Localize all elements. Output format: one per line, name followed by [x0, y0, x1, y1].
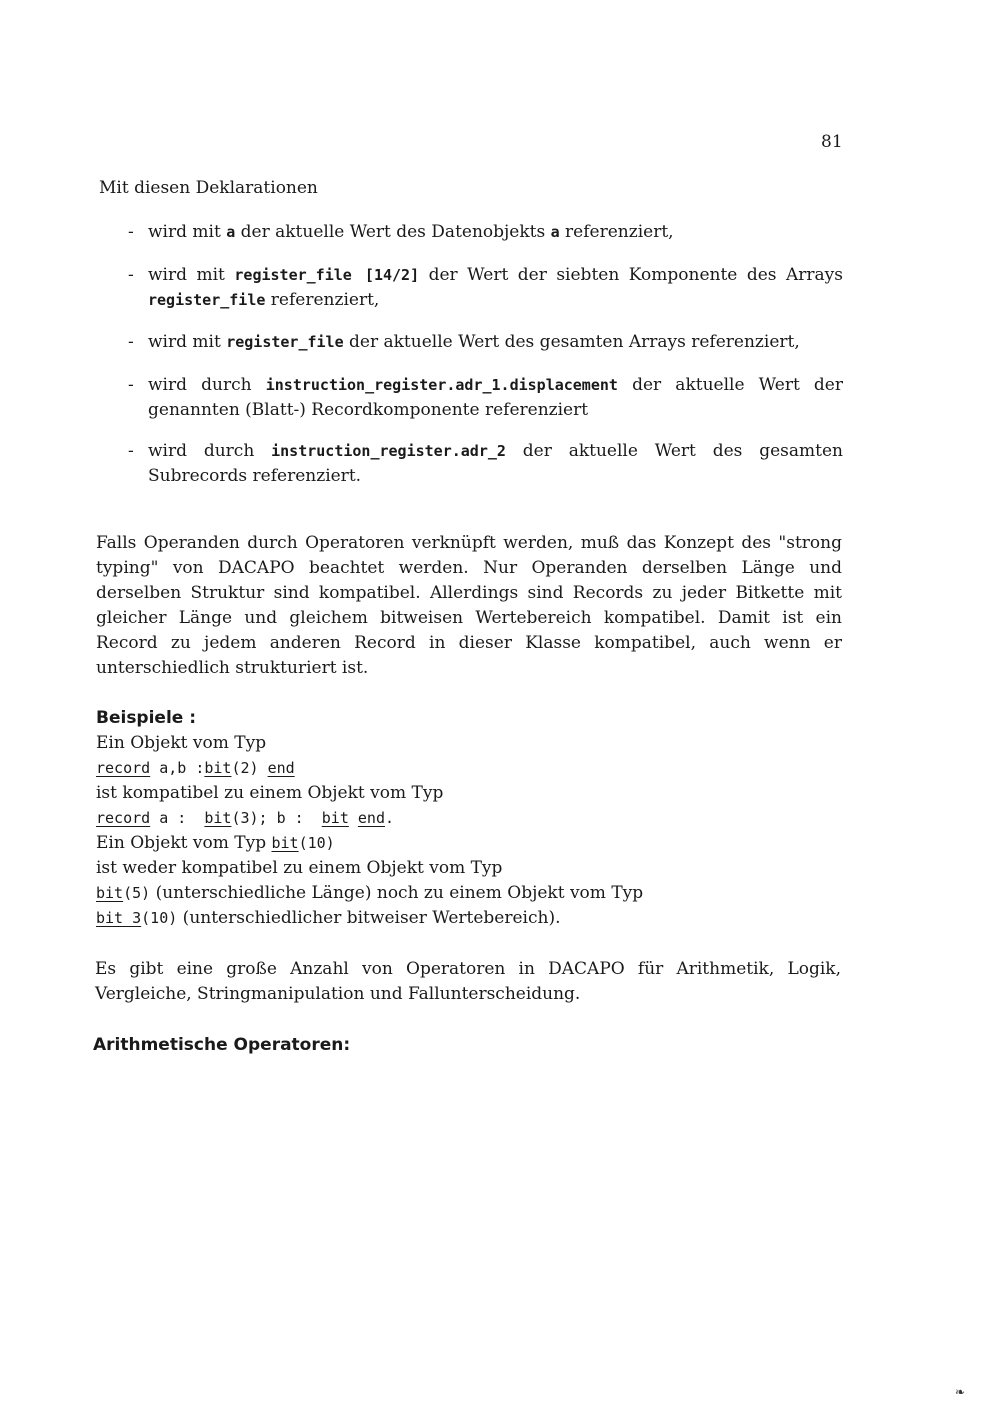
- code-register-file-index: register_file [14/2]: [234, 266, 420, 284]
- declaration-item-2: - wird mit register_file [14/2] der Wert der siebten Komponente des Arrays register_file referenziert,: [128, 265, 843, 310]
- example-line-1: Ein Objekt vom Typ: [96, 733, 267, 753]
- arithmetic-operators-heading: Arithmetische Operatoren:: [93, 1035, 351, 1055]
- declaration-item-4: - wird durch instruction_register.adr_1.displacement der aktuelle Wert der genannten (Blatt-) Recordkomponente referenziert: [128, 375, 843, 420]
- code-instruction-register-adr2: instruction_register.adr_2: [271, 442, 506, 460]
- code-a: a: [550, 223, 560, 241]
- declaration-item-1: - wird mit a der aktuelle Wert des Datenobjekts a referenziert,: [128, 222, 674, 242]
- code-register-file: register_file: [226, 333, 344, 351]
- declaration-item-3: - wird mit register_file der aktuelle Wert des gesamten Arrays referenziert,: [128, 332, 800, 352]
- example-line-8: bit_3(10) (unterschiedlicher bitweiser Wertebereich).: [96, 908, 561, 928]
- corner-mark: ❧: [955, 1385, 966, 1399]
- code-register-file: register_file: [148, 291, 266, 309]
- intro-line: Mit diesen Deklarationen: [99, 178, 318, 198]
- paragraph-operators: Es gibt eine große Anzahl von Operatoren in DACAPO für Arithmetik, Logik, Vergleiche, Stringmanipulation und Fallunterscheidung.: [95, 959, 841, 1004]
- paragraph-strong-typing: Falls Operanden durch Operatoren verknüpft werden, muß das Konzept des "strong typing" von DACAPO beachtet werden. Nur Operanden derselben Länge und derselben Struktur sind kompatibel. Allerdings sind Records zu jeder Bitkette mit gleicher Länge und gleichem bitweisen Wertebereich kompatibel. Damit ist ein Record zu jedem anderen Record in dieser Klasse kompatibel, auch wenn er unterschiedlich strukturiert ist.: [96, 533, 842, 678]
- examples-block: [96, 706, 846, 931]
- example-line-3: ist kompatibel zu einem Objekt vom Typ: [96, 783, 444, 803]
- example-line-5: Ein Objekt vom Typ bit(10): [96, 833, 335, 853]
- page-number: 81: [821, 132, 843, 152]
- example-code-record-ab: record a,b :bit(2) end: [96, 759, 295, 777]
- declaration-item-5: - wird durch instruction_register.adr_2 der aktuelle Wert des gesamten Subrecords referenziert.: [128, 441, 843, 486]
- examples-heading: Beispiele :: [96, 708, 197, 728]
- example-line-6: ist weder kompatibel zu einem Objekt vom Typ: [96, 858, 503, 878]
- code-a: a: [226, 223, 236, 241]
- example-line-7: bit(5) (unterschiedliche Länge) noch zu einem Objekt vom Typ: [96, 883, 644, 903]
- example-code-record-a-b: record a : bit(3); b : bit end.: [96, 809, 395, 827]
- code-instruction-register-adr1: instruction_register.adr_1.displacement: [265, 376, 618, 394]
